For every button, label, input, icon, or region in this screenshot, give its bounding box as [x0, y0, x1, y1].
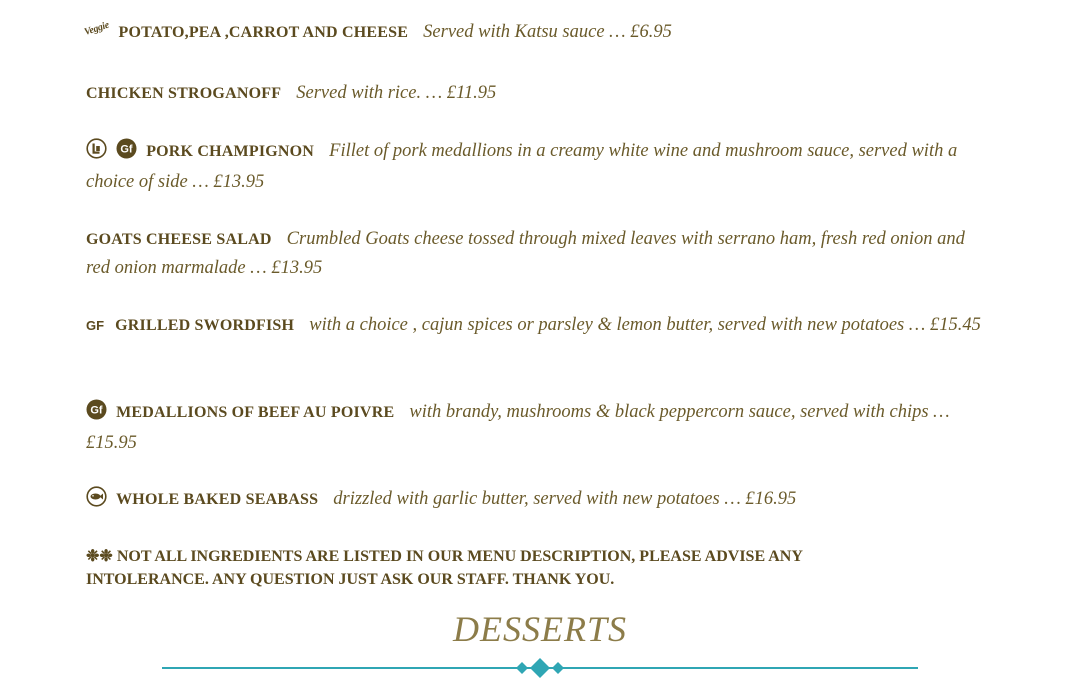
allergy-notice-line-2: INTOLERANCE. ANY QUESTION JUST ASK OUR STAFF. THANK YOU.	[86, 571, 615, 588]
lactose-icon	[86, 138, 107, 168]
menu-item-chicken-stroganoff	[86, 79, 986, 108]
snowflake-icon: ❉❉	[86, 548, 113, 565]
menu-item-medallions-of-beef	[86, 398, 986, 457]
dish-description: Crumbled Goats cheese tossed through mixed leaves with serrano ham, fresh red onion and red onion marmalade … £13.95	[86, 229, 965, 278]
dish-description: Served with Katsu sauce … £6.95	[423, 22, 672, 42]
dish-name: WHOLE BAKED SEABASS	[116, 491, 319, 508]
ornamental-divider	[160, 656, 920, 680]
dish-name: GRILLED SWORDFISH	[115, 317, 295, 334]
dish-description: Fillet of pork medallions in a creamy white wine and mushroom sauce, served with a choice of side … £13.95	[86, 141, 958, 192]
menu-item-grilled-swordfish	[86, 311, 986, 340]
gluten-free-tag: GF	[86, 318, 105, 333]
allergy-notice	[86, 545, 986, 591]
section-title-desserts: DESSERTS	[453, 609, 627, 649]
gluten-free-icon-label: Gf	[120, 143, 133, 156]
menu-item-whole-baked-seabass	[86, 485, 986, 516]
dish-description: drizzled with garlic butter, served with new potatoes … £16.95	[333, 489, 797, 509]
gluten-free-icon	[86, 399, 107, 429]
allergy-notice-line-1: ❉❉ NOT ALL INGREDIENTS ARE LISTED IN OUR MENU DESCRIPTION, PLEASE ADVISE ANY	[86, 548, 803, 565]
dish-name: PORK CHAMPIGNON	[146, 143, 315, 160]
dish-description: Served with rice. … £11.95	[296, 83, 497, 103]
dish-name: CHICKEN STROGANOFF	[86, 85, 282, 102]
dish-name: GOATS CHEESE SALAD	[86, 231, 272, 248]
menu-item-pork-champignon	[86, 137, 986, 196]
veggie-badge: Veggie	[82, 19, 111, 38]
fish-icon	[86, 486, 107, 516]
menu-item-goats-cheese-salad	[86, 225, 986, 282]
dish-description: with a choice , cajun spices or parsley & lemon butter, served with new potatoes … £15.45	[309, 315, 981, 335]
dish-name: POTATO,PEA ,CARROT AND CHEESE	[118, 24, 409, 41]
gluten-free-icon	[116, 138, 137, 168]
dish-name: MEDALLIONS OF BEEF AU POIVRE	[116, 404, 395, 421]
gluten-free-icon-label: Gf	[90, 404, 103, 417]
dish-description: with brandy, mushrooms & black peppercorn sauce, served with chips … £15.95	[86, 402, 950, 453]
menu-item-potato-pea-carrot-cheese	[82, 18, 986, 49]
